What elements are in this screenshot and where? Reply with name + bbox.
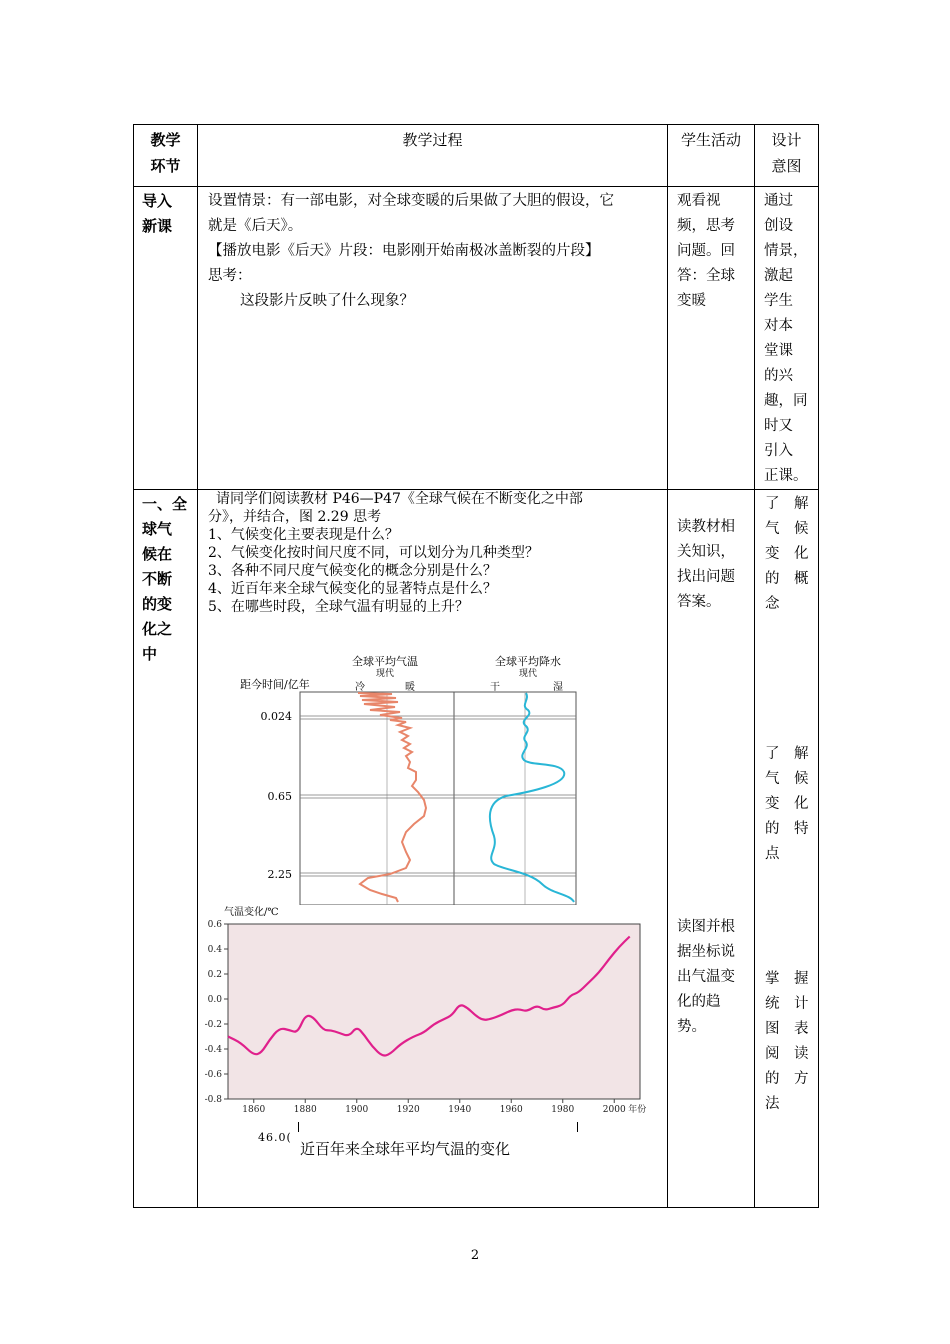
y-tick-065: 0.65 xyxy=(267,790,292,803)
activity-climate: 读教材相 关知识， 找出问题 答案。 读图并根 据坐标说 出气温变 化的趋 势。 xyxy=(668,490,755,1208)
tick-mark-left xyxy=(298,1122,299,1132)
y-tick-label: 0.6 xyxy=(207,920,222,930)
temp-cold: 冷 xyxy=(355,682,365,693)
precip-wet: 湿 xyxy=(553,682,563,693)
header-activity: 学生活动 xyxy=(668,125,755,187)
process-climate: 请同学们阅读教材 P46—P47《全球气候在不断变化之中部 分》，并结合，图 2.29 思考 1、气候变化主要表现是什么？ 2、气候变化按时间尺度不同，可以划分为几种类型？ 3、各种不同尺度气候变化的概念分别是什么？ 4、近百年来全球气候变化的显著特点是什么？ 5、在哪些时段，全球气温有明显的上升？ xyxy=(198,490,668,1208)
x-tick-label: 1920 xyxy=(396,1105,420,1115)
header-process: 教学过程 xyxy=(198,125,668,187)
x-tick-label: 2000 xyxy=(602,1105,626,1115)
temp-warm: 暖 xyxy=(405,682,415,693)
chart-ylabel: 气温变化/℃ xyxy=(224,907,279,918)
precip-dry: 干 xyxy=(490,682,500,693)
x-tick-label: 1880 xyxy=(293,1105,317,1115)
x-tick-label: 1900 xyxy=(345,1105,369,1115)
activity-intro: 观看视 频，思考 问题。回 答：全球 变暖 xyxy=(668,187,755,490)
precipitation-curve xyxy=(490,693,574,902)
x-tick-label: 1980 xyxy=(551,1105,575,1115)
page-number: 2 xyxy=(470,1248,480,1263)
intent-intro: 通过 创设 情景， 激起 学生 对本 堂课 的兴 趣，同 时又 引入 正课。 xyxy=(755,187,819,490)
x-axis-label: 年份 xyxy=(628,1105,647,1115)
header-stage: 教学 环节 xyxy=(134,125,198,187)
x-tick-label: 1860 xyxy=(242,1105,266,1115)
y-tick-225: 2.25 xyxy=(267,868,292,881)
x-tick-label: 1940 xyxy=(448,1105,472,1115)
geologic-climate-figure xyxy=(230,650,590,905)
precip-title: 全球平均降水 xyxy=(495,655,561,668)
intent-climate: 了 解 气 候 变 化 的 概 念 了 解 气 候 变 化 的 特 点 掌 握 统 计 图 表 阅 读 的 方 法 xyxy=(755,490,819,1208)
y-tick-0024: 0.024 xyxy=(260,710,292,723)
temp-sub: 现代 xyxy=(375,669,395,679)
header-intent: 设计 意图 xyxy=(755,125,819,187)
temperature-curve xyxy=(358,693,426,902)
x-tick-label: 1960 xyxy=(499,1105,523,1115)
tick-mark-right xyxy=(577,1122,578,1132)
chart-plot-area xyxy=(228,924,640,1099)
y-tick-label: 0.4 xyxy=(207,945,222,955)
y-tick-label: -0.6 xyxy=(204,1070,222,1080)
figure2-caption: 近百年来全球年平均气温的变化 xyxy=(300,1140,511,1158)
temp-title: 全球平均气温 xyxy=(352,655,418,668)
y-tick-label: -0.8 xyxy=(204,1095,222,1105)
temperature-anomaly-chart xyxy=(200,902,665,1117)
partial-label: 46.0( xyxy=(258,1131,292,1144)
process-intro: 设置情景：有一部电影，对全球变暖的后果做了大胆的假设，它 就是《后天》。 【播放电影《后天》片段：电影刚开始南极冰盖断裂的片段】 思考： 这段影片反映了什么现象？ xyxy=(198,187,668,490)
y-axis-title: 距今时间/亿年 xyxy=(240,678,310,691)
y-tick-label: 0.2 xyxy=(207,970,222,980)
y-tick-label: -0.4 xyxy=(204,1045,222,1055)
y-tick-label: -0.2 xyxy=(204,1020,222,1030)
stage-climate: 一、全 球气 候在 不断 的变 化之 中 xyxy=(134,490,198,1208)
stage-intro: 导入 新课 xyxy=(134,187,198,490)
y-tick-label: 0.0 xyxy=(207,995,222,1005)
precip-sub: 现代 xyxy=(518,669,538,679)
